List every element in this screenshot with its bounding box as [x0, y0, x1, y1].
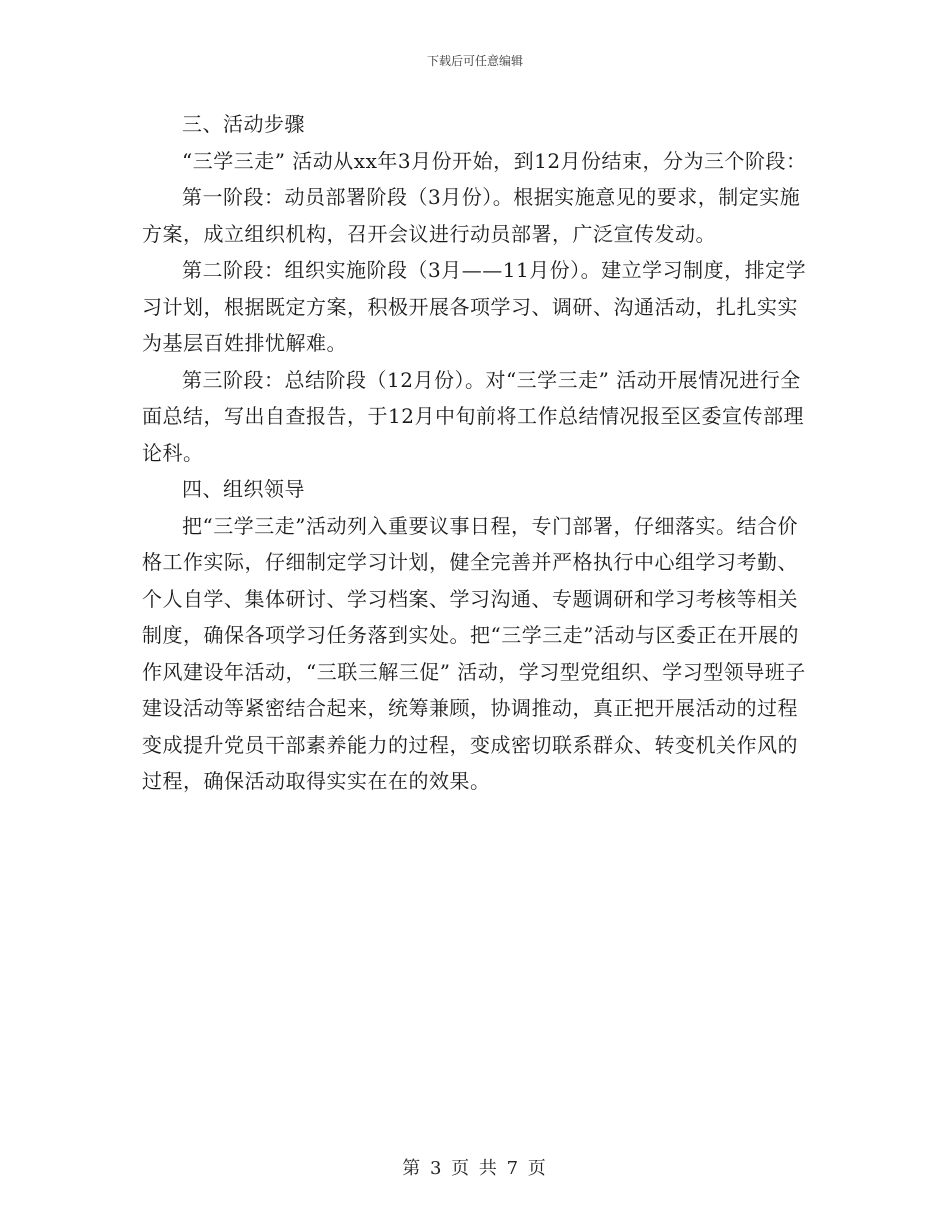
- page-footer: 第 3 页 共 7 页: [402, 1158, 548, 1179]
- paragraph-leadership: 把“三学三走”活动列入重要议事日程，专门部署，仔细落实。结合价格工作实际，仔细制定学习计划，健全完善并严格执行中心组学习考勤、个人自学、集体研讨、学习档案、学习沟通、专题调研和学习考核等相关制度，确保各项学习任务落到实处。把“三学三走”活动与区委正在开展的作风建设年活动，“三联三解三促” 活动，学习型党组织、学习型领导班子建设活动等紧密结合起来，统筹兼顾，协调推动，真正把开展活动的过程变成提升党员干部素养能力的过程，变成密切联系群众、转变机关作风的过程，确保活动取得实实在在的效果。: [142, 513, 806, 793]
- paragraph-stage-1: 第一阶段：动员部署阶段（3月份）。根据实施意见的要求，制定实施方案，成立组织机构，召开会议进行动员部署，广泛宣传发动。: [142, 185, 801, 246]
- section-heading-leadership: 四、组织领导: [182, 477, 305, 501]
- page-header: 下载后可任意编辑: [426, 54, 523, 68]
- section-heading-steps: 三、活动步骤: [182, 112, 305, 136]
- paragraph-intro: “三学三走” 活动从xx年3月份开始，到12月份结束，分为三个阶段：: [182, 148, 807, 173]
- paragraph-stage-2: 第二阶段：组织实施阶段（3月——11月份）。建立学习制度，排定学习计划，根据既定方案，积极开展各项学习、调研、沟通活动，扎扎实实为基层百姓排忧解难。: [142, 258, 807, 355]
- document-body: [142, 106, 812, 800]
- paragraph-stage-3: 第三阶段：总结阶段（12月份）。对“三学三走” 活动开展情况进行全面总结，写出自查报告，于12月中旬前将工作总结情况报至区委宣传部理论科。: [142, 367, 804, 465]
